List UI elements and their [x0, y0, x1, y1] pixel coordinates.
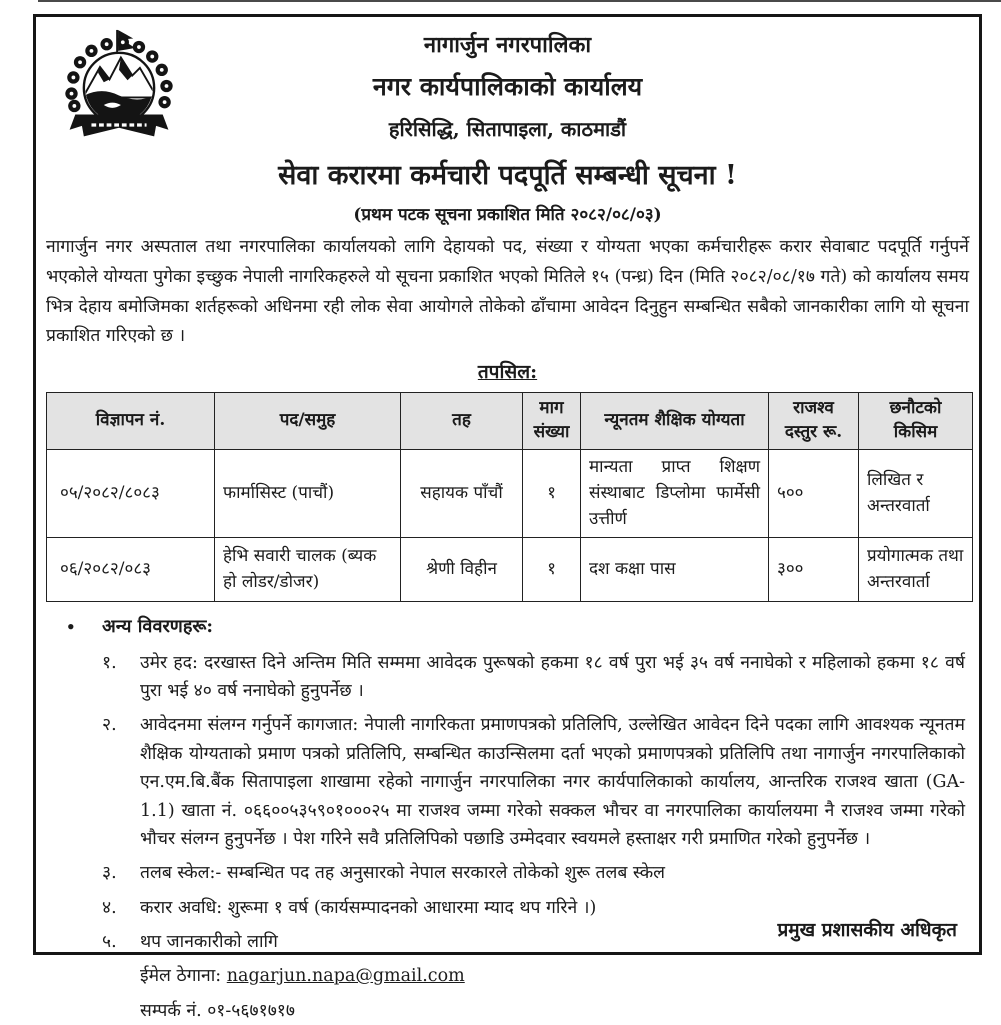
column-header: तह: [401, 393, 523, 450]
list-item-text: उमेर हद: दरखास्त दिने अन्तिम मिति सम्ममा आवेदक पुरूषको हकमा १८ वर्ष पुरा भई ३५ वर्ष ननाघेको र महिलाको हकमा १८ वर्ष पुरा भई ४० वर्ष ननाघेको हुनुपर्नेछ ।: [140, 652, 965, 702]
column-header: छनौटको किसिम: [859, 393, 973, 450]
table-cell: श्रेणी विहीन: [401, 537, 523, 601]
details-list: [102, 649, 965, 956]
table-cell: सहायक पाँचौं: [401, 449, 523, 537]
table-cell: प्रयोगात्मक तथा अन्तरवार्ता: [859, 537, 973, 601]
intro-paragraph: नागार्जुन नगर अस्पताल तथा नगरपालिका कार्यालयको लागि देहायको पद, संख्या र योग्यता भएका कर्मचारीहरू करार सेवाबाट पदपूर्ति गर्नुपर्ने भएकोले योग्यता पुगेका इच्छुक नेपाली नागरिकहरुले यो सूचना प्रकाशित भएको मितिले १५ (पन्ध्र) दिन (मिति २०८२/०८/१७ गते) को कार्यालय समय भित्र देहाय बमोजिमका शर्तहरूको अधिनमा रही लोक सेवा आयोगले तोकेको ढाँचामा आवेदन दिनुहुन सम्बन्धित सबैको जानकारीका लागि यो सूचना प्रकाशित गरिएको छ ।: [46, 237, 969, 347]
list-item-text: करार अवधि: शुरूमा १ वर्ष (कार्यसम्पादनको आधारमा म्याद थप गरिने ।): [140, 897, 597, 918]
contact-line: सम्पर्क नं. ०१-५६७१७१७: [140, 1000, 296, 1021]
table-cell: १: [523, 537, 581, 601]
signatory-title: प्रमुख प्रशासकीय अधिकृत: [777, 919, 957, 941]
table-row: [47, 449, 973, 537]
table-cell: ०५/२०८२/८०८३: [47, 449, 215, 537]
list-item-text: थप जानकारीको लागि: [140, 931, 278, 952]
column-header: माग संख्या: [523, 393, 581, 450]
municipality-logo: [60, 29, 178, 143]
details-section: [44, 612, 971, 1025]
list-item-number: ३.: [102, 863, 117, 884]
list-item-number: २.: [102, 715, 117, 736]
ribbon-banner: [70, 115, 169, 137]
vacancy-table: [46, 392, 973, 602]
table-cell: ३००: [769, 537, 859, 601]
table-body: [47, 449, 973, 601]
bullet-icon: [66, 615, 102, 639]
table-cell: १: [523, 449, 581, 537]
office-address: हरिसिद्धि, सितापाइला, काठमाडौं: [388, 117, 627, 141]
table-caption: तपसिल:: [477, 361, 538, 383]
table-cell: हेभि सवारी चालक (ब्यक हो लोडर/डोजर): [215, 537, 401, 601]
details-heading: [66, 612, 971, 641]
publish-date-line: (प्रथम पटक सूचना प्रकाशित मिति २०८२/०८/०३): [353, 205, 662, 225]
column-header: विज्ञापन नं.: [47, 393, 215, 450]
list-item: [102, 649, 965, 706]
list-item-text: आवेदनमा संलग्न गर्नुपर्ने कागजात: नेपाली नागरिकता प्रमाणपत्रको प्रतिलिपि, उल्लेखित आवेदन दिने पदका लागि आवश्यक न्यूनतम शैक्षिक योग्यताको प्रमाण पत्रको प्रतिलिपि, सम्बन्धित काउन्सिलमा दर्ता भएको प्रमाणपत्रको प्रतिलिपि तथा नागार्जुन नगरपालिकाको एन.एम.बि.बैंक सितापाइला शाखामा रहेको नागार्जुन नगरपालिका नगर कार्यपालिकाको कार्यालय, आन्तरिक राजश्व खाता (GA-1.1) खाता नं. ०६६००५३५९०१०००२५ मा राजश्व जम्मा गरेको सक्कल भौचर वा नगरपालिका कार्यालयमा नै राजश्व जम्मा गरेको भौचर संलग्न हुनुपर्नेछ । पेश गरिने सवै प्रतिलिपिको पछाडि उम्मेदवार स्वयमले हस्ताक्षर गरी प्रमाणित गरेको हुनुपर्नेछ ।: [140, 715, 965, 849]
document-body: [36, 233, 979, 1025]
email-link[interactable]: nagarjun.napa@gmail.com: [226, 966, 465, 987]
organization-name: नागार्जुन नगरपालिका: [423, 32, 592, 58]
column-header: राजश्व दस्तुर रू.: [769, 393, 859, 450]
notice-sheet: [33, 14, 982, 1021]
list-item-number: १.: [102, 652, 117, 673]
table-cell: ५००: [769, 449, 859, 537]
page-top-rule: [38, 0, 1001, 2]
notice-title: सेवा करारमा कर्मचारी पदपूर्ति सम्बन्धी सूचना !: [278, 160, 737, 191]
column-header: पद/समुह: [215, 393, 401, 450]
email-label: ईमेल ठेगाना:: [140, 966, 227, 987]
table-cell: ०६/२०८२/०८३: [47, 537, 215, 601]
table-cell: लिखित र अन्तरवार्ता: [859, 449, 973, 537]
list-item-number: ५.: [102, 931, 117, 952]
email-line: [140, 962, 971, 990]
office-name: नगर कार्यपालिकाको कार्यालय: [372, 72, 643, 101]
table-cell: फार्मासिस्ट (पाचौं): [215, 449, 401, 537]
column-header: न्यूनतम शैक्षिक योग्यता: [581, 393, 769, 450]
list-item: [102, 859, 965, 887]
list-item-text: तलब स्केल:- सम्बन्धित पद तह अनुसारको नेपाल सरकारले तोकेको शुरू तलब स्केल: [140, 863, 666, 884]
table-cell: दश कक्षा पास: [581, 537, 769, 601]
table-row: [47, 537, 973, 601]
list-item: [102, 711, 965, 853]
list-item-number: ४.: [102, 897, 117, 918]
table-cell: मान्यता प्राप्त शिक्षण संस्थाबाट डिप्लोमा फार्मेसी उत्तीर्ण: [581, 449, 769, 537]
table-header-row: [47, 393, 973, 450]
details-heading-label: अन्य विवरणहरू:: [102, 615, 214, 637]
